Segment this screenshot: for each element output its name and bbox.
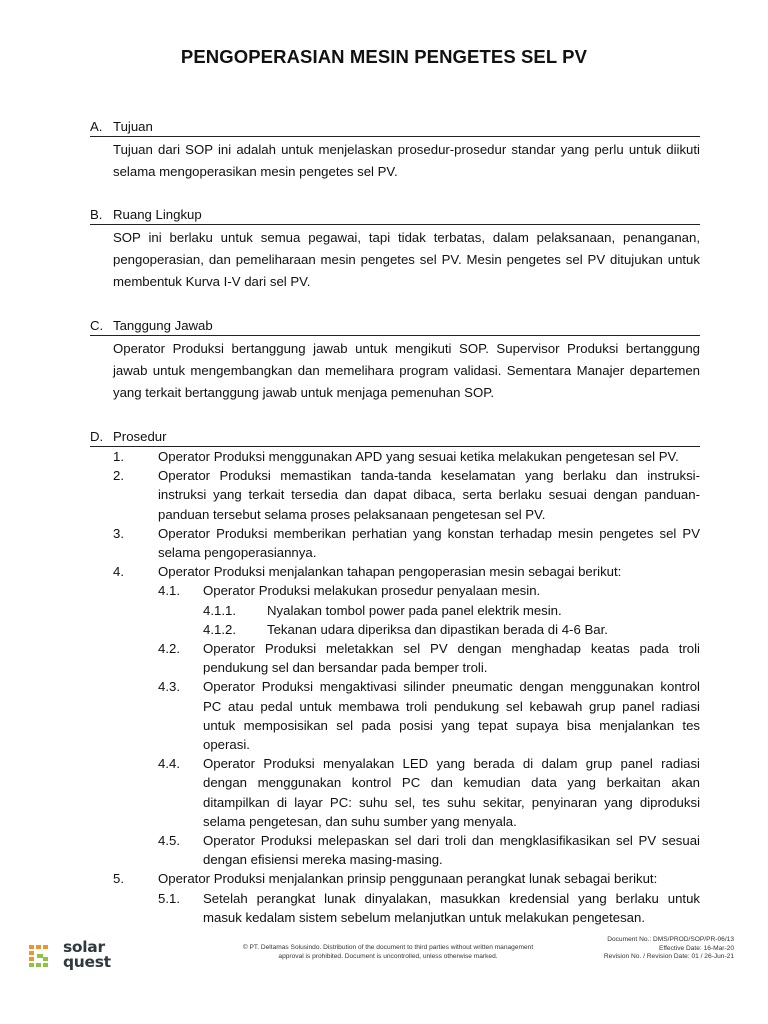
section-body: Operator Produksi bertanggung jawab untuk mengikuti SOP. Supervisor Produksi bertanggung jawab untuk mengembangkan dan memelihara program validasi. Sementara Manajer departemen yang terkait bertanggung jawab untuk menjaga pemenuhan SOP. <box>113 341 700 400</box>
procedure-subitem <box>90 581 700 600</box>
procedure-list <box>90 447 700 927</box>
disclaimer-line: © PT. Deltamas Solusindo. Distribution of the document to third parties without written management <box>242 944 534 951</box>
document-metadata <box>560 936 734 962</box>
item-number: 5.1. <box>158 890 180 906</box>
revision-info: Revision No. / Revision Date: 01 / 26-Jun-21 <box>603 953 734 961</box>
item-number: 4.4. <box>158 756 180 772</box>
item-number: 3. <box>113 525 124 541</box>
section-ruang-lingkup <box>90 206 700 293</box>
procedure-subsubitem <box>90 601 700 620</box>
section-heading-text: Tujuan <box>113 119 153 134</box>
item-number: 4. <box>113 564 124 580</box>
section-letter: D. <box>90 429 104 444</box>
section-letter: A. <box>90 119 103 134</box>
document-title: PENGOPERASIAN MESIN PENGETES SEL PV <box>180 46 588 67</box>
company-logo <box>27 940 127 974</box>
item-text: Tekanan udara diperiksa dan dipastikan berada di 4-6 Bar. <box>267 621 608 637</box>
item-text: Operator Produksi memberikan perhatian yang konstan terhadap mesin pengetes sel PV selama pengoperasiannya. <box>158 525 700 561</box>
section-body: SOP ini berlaku untuk semua pegawai, tapi tidak terbatas, dalam pelaksanaan, penanganan, pengoperasian, dan pemeliharaan mesin pengetes sel PV. Mesin pengetes sel PV ditujukan untuk membentuk Kurva I-V dari sel PV. <box>113 230 700 289</box>
section-heading-text: Tanggung Jawab <box>113 318 213 333</box>
procedure-subitem <box>90 754 700 831</box>
item-text: Operator Produksi mengaktivasi silinder pneumatic dengan menggunakan kontrol PC atau pedal untuk membawa troli pendukung sel kebawah grup panel radiasi untuk memposisikan sel pada posisi yang tepat supaya bisa menjalankan tes operasi. <box>203 679 700 753</box>
section-heading-text: Prosedur <box>113 429 167 444</box>
item-text: Operator Produksi meletakkan sel PV dengan menghadap keatas pada troli pendukung sel dan bersandar pada bemper troli. <box>203 641 700 676</box>
item-text: Operator Produksi menyalakan LED yang berada di dalam grup panel radiasi dengan menggunakan kontrol PC dan kemudian data yang berkaitan akan ditampilkan di layar PC: suhu sel, tes suhu sekitar, penyinaran yang diproduksi selama pengetesan, dan suhu sumber yang menyala. <box>203 756 700 829</box>
procedure-subitem <box>90 889 700 927</box>
footer-disclaimer <box>220 944 556 961</box>
document-number: Document No.: DMS/PROD/SOP/PR-06/13 <box>607 936 734 943</box>
item-text: Operator Produksi menggunakan APD yang sesuai ketika melakukan pengetesan sel PV. <box>158 449 679 464</box>
procedure-item <box>90 562 700 581</box>
procedure-item <box>90 447 700 466</box>
page-footer <box>0 936 768 976</box>
procedure-subitem <box>90 677 700 754</box>
item-number: 4.1. <box>158 583 180 599</box>
item-number: 4.3. <box>158 679 180 695</box>
section-heading <box>90 428 700 447</box>
procedure-subsubitem <box>90 620 700 639</box>
item-number: 1. <box>113 449 124 464</box>
section-tujuan <box>90 118 700 183</box>
section-letter: C. <box>90 318 104 333</box>
item-text: Operator Produksi menjalankan tahapan pengoperasian mesin sebagai berikut: <box>158 564 622 580</box>
section-heading <box>90 118 700 137</box>
item-number: 4.1.2. <box>203 621 236 637</box>
disclaimer-line: approval is prohibited. Document is uncontrolled, unless otherwise marked. <box>278 952 498 960</box>
section-heading <box>90 206 700 225</box>
item-text: Operator Produksi melepaskan sel dari troli dan mengklasifikasikan sel PV sesuai dengan efisiensi mereka masing-masing. <box>203 833 700 868</box>
section-heading <box>90 317 700 336</box>
item-number: 4.1.1. <box>203 602 236 618</box>
effective-date: Effective Date: 16-Mar-20 <box>658 944 734 952</box>
procedure-item <box>90 466 700 524</box>
procedure-item <box>90 524 700 562</box>
section-heading-text: Ruang Lingkup <box>113 207 202 222</box>
item-text: Setelah perangkat lunak dinyalakan, masukkan kredensial yang berlaku untuk masuk kedalam sistem sebelum melanjutkan untuk melakukan pengetesan. <box>203 890 700 925</box>
item-text: Nyalakan tombol power pada panel elektrik mesin. <box>267 602 562 618</box>
logo-line1: solar <box>63 938 105 956</box>
logo-line2: quest <box>63 953 111 971</box>
logo-wordmark <box>63 940 111 970</box>
procedure-item <box>90 869 700 888</box>
section-tanggung-jawab <box>90 317 700 404</box>
item-number: 4.2. <box>158 641 180 657</box>
section-body: Tujuan dari SOP ini adalah untuk menjelaskan prosedur-prosedur standar yang perlu untuk diikuti selama mengoperasikan mesin pengetes sel PV. <box>113 142 700 179</box>
procedure-subitem <box>90 639 700 677</box>
section-letter: B. <box>90 207 103 222</box>
item-text: Operator Produksi menjalankan prinsip penggunaan perangkat lunak sebagai berikut: <box>158 871 658 887</box>
solar-quest-logo-icon <box>27 942 59 972</box>
section-prosedur <box>90 428 700 447</box>
item-number: 5. <box>113 871 124 887</box>
item-number: 2. <box>113 468 124 484</box>
item-text: Operator Produksi memastikan tanda-tanda keselamatan yang berlaku dan instruksi-instruksi yang terkait tersedia dan dapat dibaca, serta berlaku sesuai dengan panduan-panduan tersebut selama proses pelaksanaan pengetesan sel PV. <box>158 468 700 522</box>
item-number: 4.5. <box>158 833 180 849</box>
procedure-subitem <box>90 831 700 869</box>
item-text: Operator Produksi melakukan prosedur penyalaan mesin. <box>203 583 541 599</box>
